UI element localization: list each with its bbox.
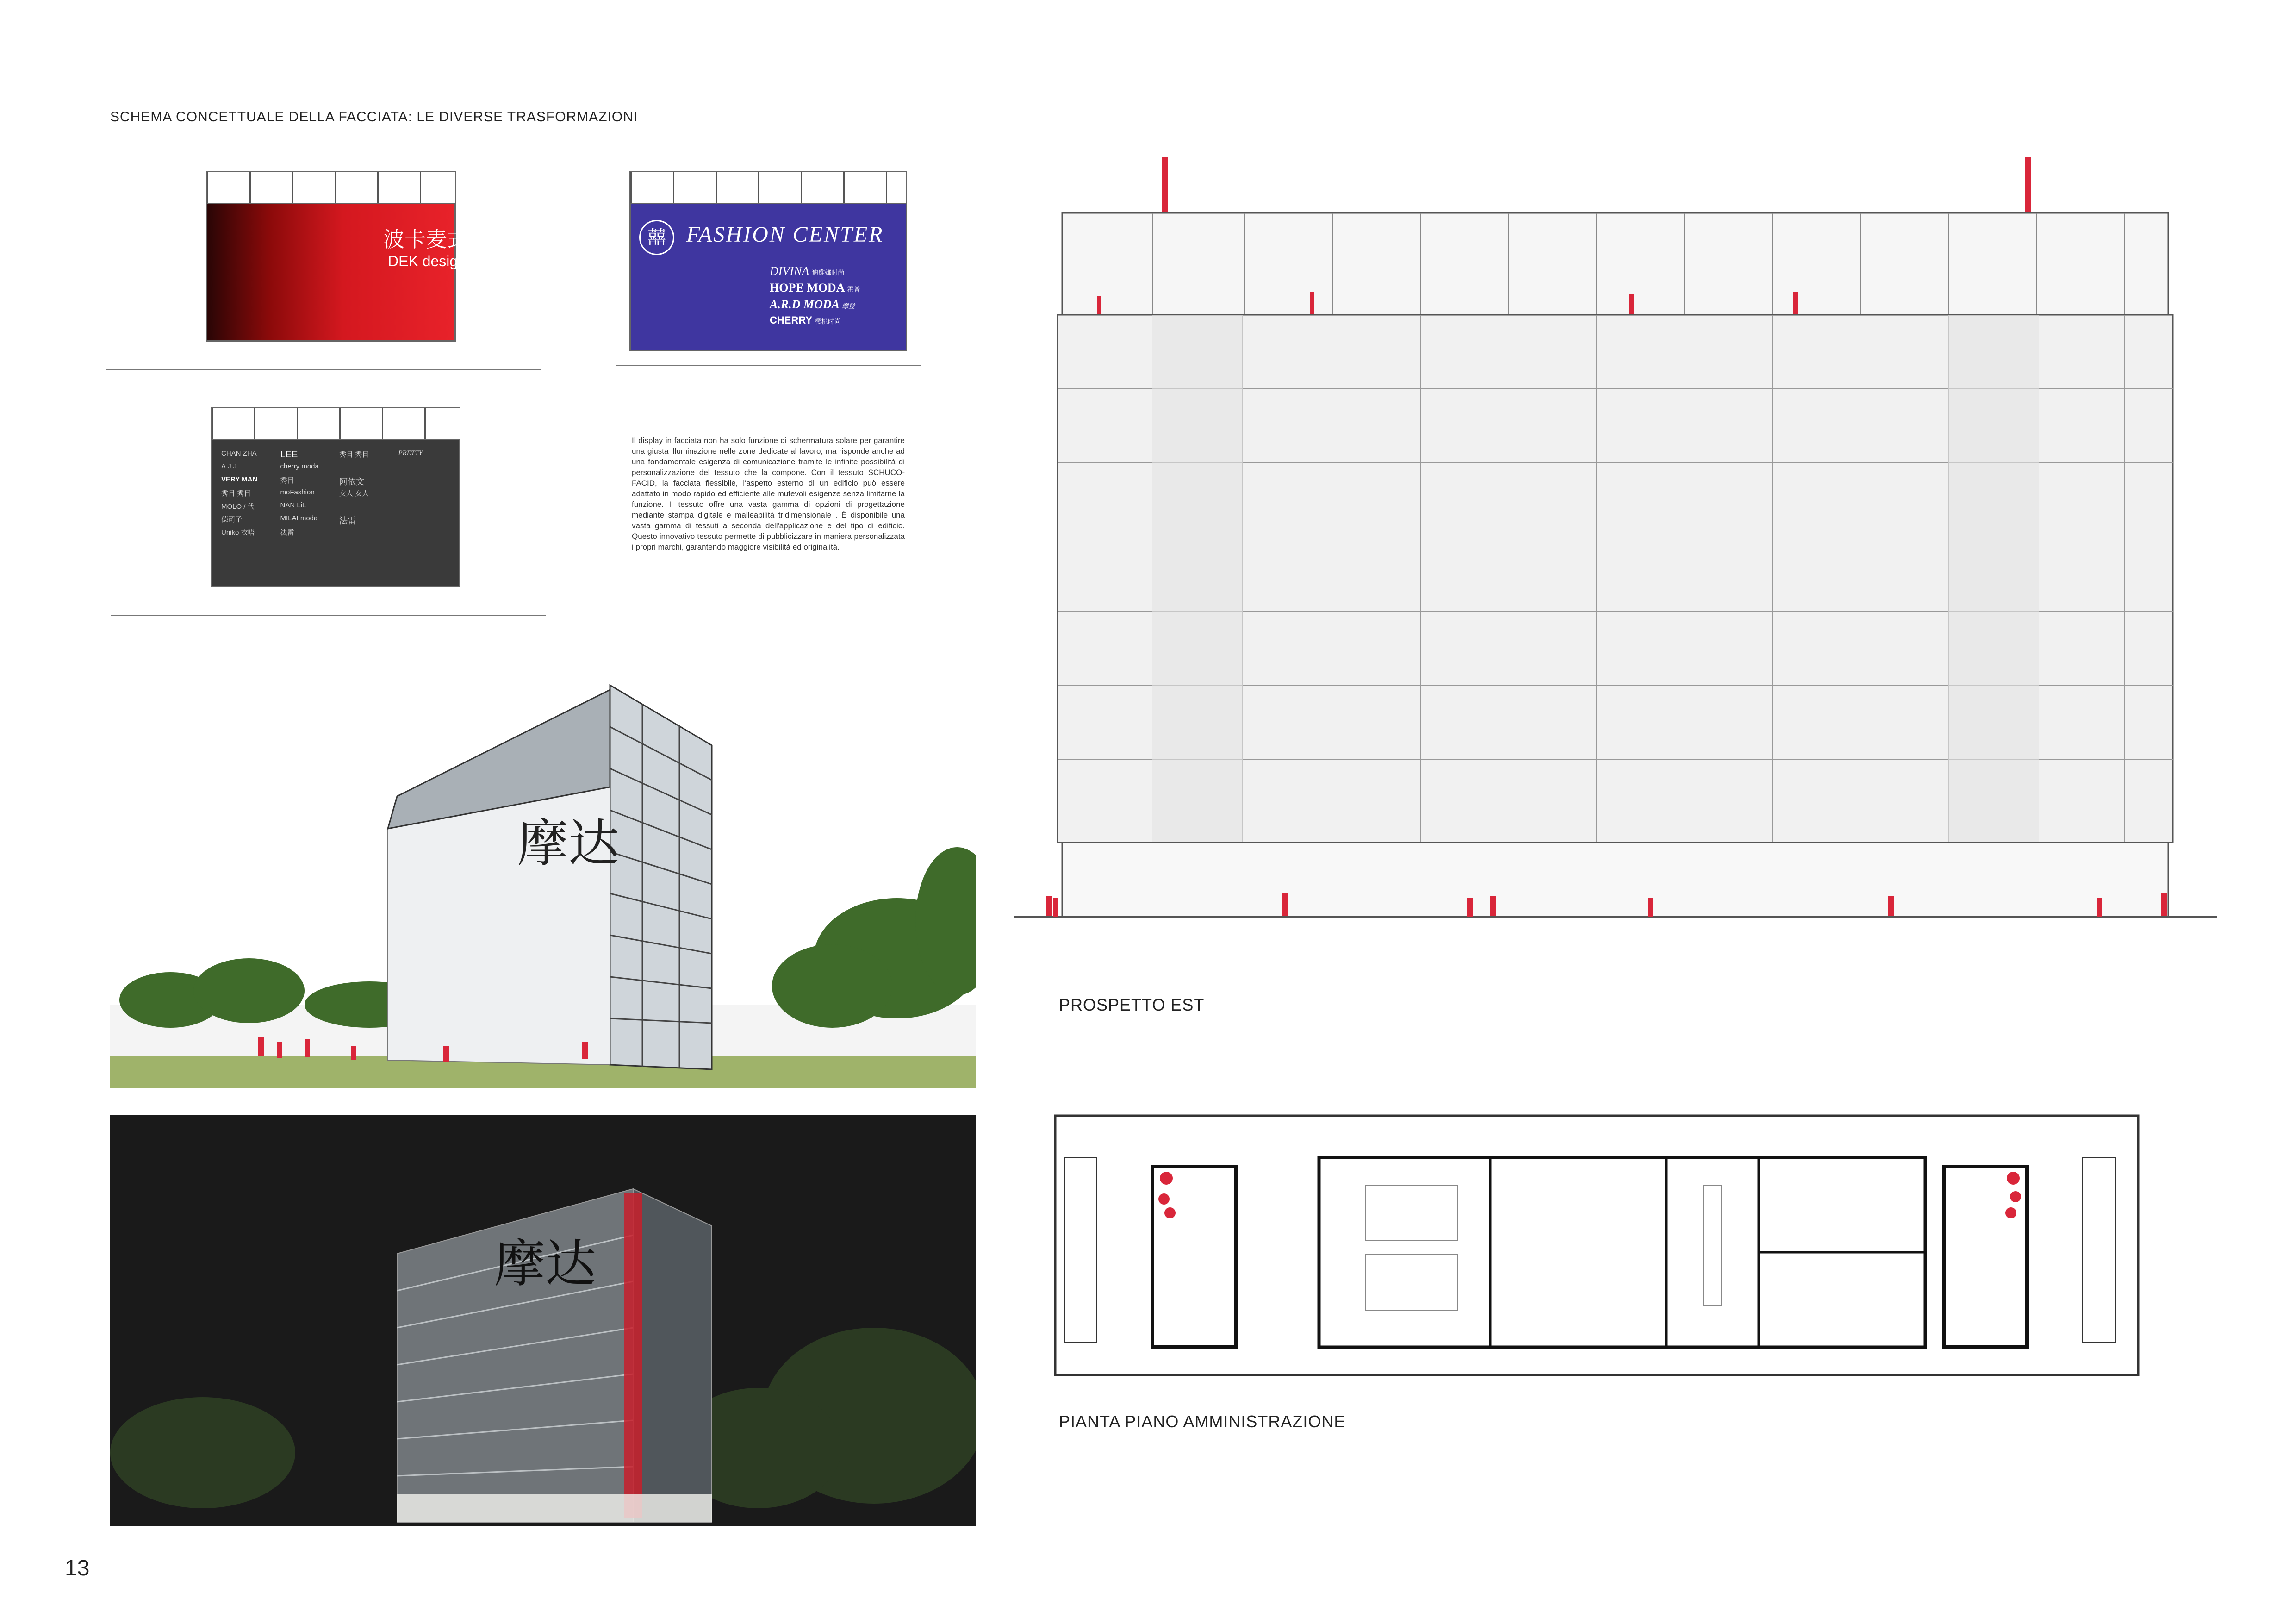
brand-label: cherry moda xyxy=(280,462,319,470)
brand-label-grid xyxy=(221,450,453,579)
elevation-label: PROSPETTO EST xyxy=(1059,995,1205,1014)
facade-panel-dark xyxy=(211,439,460,587)
brand-label: 法雷 xyxy=(339,516,356,525)
facade-red-brand-text: DEK design xyxy=(388,253,466,269)
facade-blue-brand-list xyxy=(770,264,899,326)
brand-label: 女人 女人 xyxy=(339,490,369,498)
brand-label: MOLO / 代 xyxy=(221,503,255,511)
brand-label: NAN LiL xyxy=(280,501,306,509)
elevation-east xyxy=(1014,153,2217,995)
brand-label: 秀目 秀目 xyxy=(221,490,251,498)
facade-concept-blue xyxy=(629,171,935,366)
brand-label: PRETTY xyxy=(398,450,423,457)
brand-label: Uniko 衣嗒 xyxy=(221,529,255,537)
fashion-logo-icon: 囍 xyxy=(639,220,674,255)
page-number: 13 xyxy=(65,1556,90,1580)
facade-blue-title: FASHION CENTER xyxy=(686,222,884,247)
brand-label: 法雷 xyxy=(280,529,294,537)
brand-item: HOPE MODA 霍普 xyxy=(770,281,860,294)
brand-item: DIVINA 迪维娜时尚 xyxy=(770,264,845,278)
plan-label: PIANTA PIANO AMMINISTRAZIONE xyxy=(1059,1412,1346,1431)
render-night-sign: 摩达 xyxy=(494,1236,596,1293)
floor-plan-admin xyxy=(1051,1102,2143,1398)
render-day-sign: 摩达 xyxy=(517,815,619,872)
facade-panel-blue xyxy=(629,203,907,351)
brand-label: MILAI moda xyxy=(280,514,318,522)
facade-panel-red xyxy=(206,203,468,342)
facade-concept-dark xyxy=(111,407,546,616)
facade-red-cn-text: 波卡麦式 xyxy=(383,227,468,252)
facade-description: Il display in facciata non ha solo funzione di schermatura solare per garantire una giusta illuminazione nelle zone dedicate al lavoro, ma risponde anche ad una fondamentale esigenza di comunicazione tramite le infinite possibilità di personalizzazione del tessuto che la compone. Con il tessuto SCHUCO-FACID, la facciata flessibile, l'aspetto esterno di un edificio può essere adattato in modo rapido ed efficiente alle mutevoli esigenze senza limitarne la funzione. Il tessuto offre una vasta gamma di opzioni di progettazione mediante stampa digitale e malleabilità tridimensionale . È disponibile una vasta gamma di tessuti a seconda dell'applicazione e del tipo di edificio. Questo innovativo tessuto permette di pubblicizzare in maniera personalizzata i propri marchi, garantendo maggiore visibilità ed originalità. xyxy=(632,436,905,551)
brand-label: VERY MAN xyxy=(221,475,258,483)
brand-item: A.R.D MODA 摩登 xyxy=(770,298,855,311)
brand-label: 德司子 xyxy=(221,516,243,524)
page-heading: SCHEMA CONCETTUALE DELLA FACCIATA: LE DIVERSE TRASFORMAZIONI xyxy=(110,109,638,125)
render-night xyxy=(110,1115,976,1526)
brand-label: CHAN ZHA xyxy=(221,450,257,457)
brand-label: 秀目 xyxy=(280,477,294,485)
brand-label: 阿依文 xyxy=(339,477,364,487)
brand-label: LEE xyxy=(280,450,298,460)
brand-item: CHERRY 樱桃时尚 xyxy=(770,314,841,326)
brand-label: moFashion xyxy=(280,488,315,496)
render-day xyxy=(110,681,976,1088)
facade-concept-red xyxy=(106,171,541,370)
brand-label: A.J.J xyxy=(221,462,237,470)
brand-label: 秀目 秀目 xyxy=(339,451,369,459)
